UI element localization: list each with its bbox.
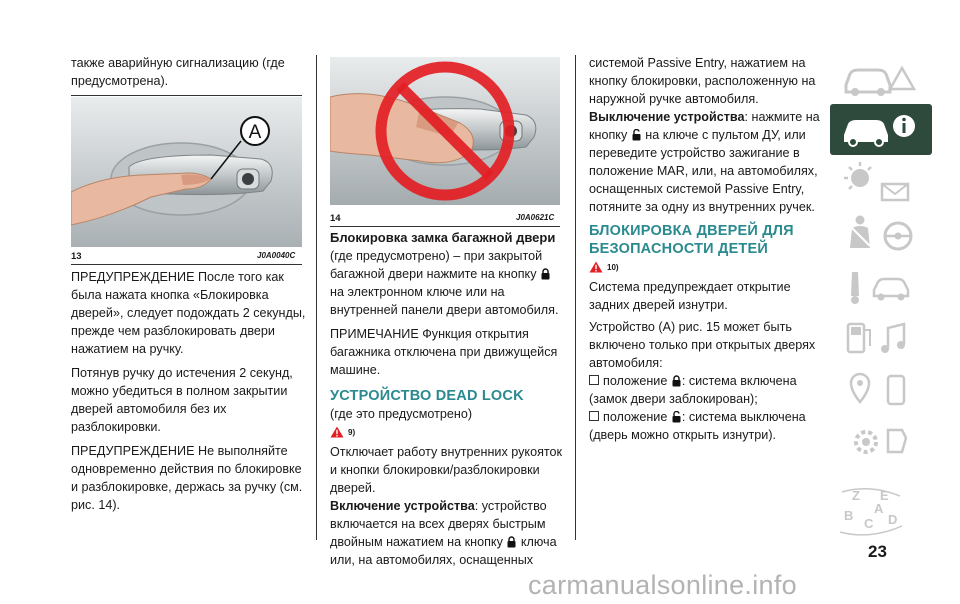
figure-14-image — [330, 57, 560, 205]
figure-14-code: J0A0621C — [516, 213, 555, 222]
position-item-locked — [589, 372, 823, 408]
enable-label: Включение устройства — [330, 499, 475, 513]
car-warning-icon — [830, 52, 932, 103]
column-3-body — [589, 54, 823, 444]
tailgate-lock-heading: Блокировка замка багажной двери — [330, 230, 556, 245]
tailgate-paragraph — [330, 247, 566, 319]
fuel-music-icon — [830, 312, 932, 363]
enable-text-a: : устройство включается на всех дверях быстрым двойным нажатием на кнопку — [330, 499, 547, 549]
sidebar-tab-tools[interactable] — [830, 260, 932, 311]
figure-13-bottom-rule — [71, 264, 302, 265]
watermark-text: carmanualsonline.info — [528, 570, 797, 600]
disable-text-a: : нажмите на кнопку — [589, 110, 820, 142]
column-divider-2 — [575, 55, 576, 540]
column-1-body — [71, 268, 307, 514]
tailgate-text-b: на электронном ключе или на внутренней панели двери автомобиля. — [330, 285, 559, 317]
child-lock-unlocked-icon — [672, 411, 681, 423]
disable-paragraph — [589, 108, 823, 216]
warning-triangle-icon — [330, 426, 344, 438]
navigation-phone-icon — [830, 364, 932, 415]
intro-text: также аварийную сигнализацию (где предусмотрена). — [71, 56, 285, 88]
disable-text-b: на ключе с пультом ДУ, или переведите устройство зажигание в положение MAR, или, на автомобилях, оснащенных системой Passive Entry, потяните за одну из внутренних ручек. — [589, 128, 818, 214]
figure-14-number: 14 — [330, 213, 341, 224]
sidebar-tab-fuel-music[interactable] — [830, 312, 932, 363]
index-letter: C — [864, 516, 874, 531]
sidebar-tab-gps[interactable] — [830, 364, 932, 415]
figure-13-image — [71, 97, 302, 247]
figure-13-code: J0A0040C — [257, 251, 296, 260]
tools-car-icon — [830, 260, 932, 311]
checkbox-bullet-icon — [589, 375, 599, 385]
sidebar-tab-warranty[interactable] — [830, 416, 932, 467]
lights-message-icon — [830, 156, 932, 207]
child-lock-device-text: Устройство (A) рис. 15 может быть включено только при открытых дверях автомобиля: — [589, 320, 816, 370]
item1-text-b: : система включена (замок двери заблокирован); — [589, 374, 797, 406]
index-letter: A — [874, 501, 884, 516]
sidebar-tab-index[interactable] — [830, 486, 932, 536]
warning-ref-number: 10) — [607, 263, 619, 272]
item2-text-b: : система выключена (дверь можно открыть изнутри). — [589, 410, 806, 442]
lock-button-icon — [507, 536, 516, 548]
sidebar-tab-safety[interactable] — [830, 208, 932, 259]
enable-paragraph — [330, 497, 566, 569]
child-lock-warning-ref — [589, 258, 823, 278]
maintenance-gear-icon — [830, 416, 932, 467]
unlock-button-icon — [632, 129, 641, 141]
figure-13-top-rule — [71, 95, 302, 96]
callout-label: A — [248, 122, 262, 143]
dead-lock-warning-ref — [330, 423, 566, 443]
index-letter: E — [880, 488, 889, 503]
dead-lock-description: Отключает работу внутренних рукояток и кнопки блокировки/разблокировки дверей. — [330, 445, 563, 495]
position-item-unlocked — [589, 408, 823, 444]
warning-ref-number: 9) — [348, 428, 356, 437]
child-lock-locked-icon — [672, 375, 681, 387]
paragraph-2: Потянув ручку до истечения 2 секунд, можно убедиться в полном закрытии дверей автомобиля без их разблокировки. — [71, 366, 293, 434]
door-handle-prohibited-illustration — [330, 57, 560, 205]
disable-label: Выключение устройства — [589, 110, 745, 124]
lock-button-icon — [541, 268, 550, 280]
item1-text-a: положение — [603, 374, 668, 388]
item2-text-a: положение — [603, 410, 668, 424]
sidebar-tab-car-info[interactable] — [830, 104, 932, 155]
sidebar-tab-lights-message[interactable] — [830, 156, 932, 207]
warning-triangle-icon — [589, 261, 603, 273]
column-2-body — [330, 229, 566, 569]
tailgate-text-a: (где предусмотрено) – при закрытой багажной двери нажмите на кнопку — [330, 249, 543, 281]
index-letter: Z — [852, 488, 860, 503]
index-letter: B — [844, 508, 854, 523]
warning-paragraph-1: ПРЕДУПРЕЖДЕНИЕ После того как была нажата кнопка «Блокировка дверей», следует подождать 2 секунды, прежде чем разблокировать двери нажатием на ручку. — [71, 270, 306, 356]
warning-paragraph-2: ПРЕДУПРЕЖДЕНИЕ Не выполняйте одновременно действия по блокировке и разблокировке, держась за ручку (см. рис. 14). — [71, 444, 303, 512]
tailgate-note: ПРИМЕЧАНИЕ Функция открытия багажника отключена при движущейся машине. — [330, 327, 558, 377]
index-letter: D — [888, 512, 898, 527]
passive-entry-paragraph: системой Passive Entry, нажатием на кнопку блокировки, расположенную на наружной ручке автомобиля. — [589, 56, 816, 106]
seat-belt-steering-icon — [830, 208, 932, 259]
dead-lock-subtitle: (где это предусмотрено) — [330, 407, 473, 421]
page-number: 23 — [868, 542, 887, 561]
figure-13-number: 13 — [71, 251, 82, 262]
index-letters-icon — [830, 486, 932, 536]
child-lock-description: Система предупреждает открытие задних дверей изнутри. — [589, 280, 791, 312]
dead-lock-heading: УСТРОЙСТВО DEAD LOCK — [330, 388, 524, 404]
car-info-icon — [830, 104, 932, 155]
column-1 — [71, 54, 307, 90]
enable-text-b: ключа или, на автомобилях, оснащенных — [330, 535, 557, 567]
figure-14-bottom-rule — [330, 226, 560, 227]
sidebar-tab-car-warning[interactable] — [830, 52, 932, 103]
checkbox-bullet-icon — [589, 411, 599, 421]
child-lock-heading: БЛОКИРОВКА ДВЕРЕЙ ДЛЯ БЕЗОПАСНОСТИ ДЕТЕЙ — [589, 223, 794, 257]
door-handle-press-illustration — [71, 97, 302, 247]
column-divider-1 — [316, 55, 317, 540]
